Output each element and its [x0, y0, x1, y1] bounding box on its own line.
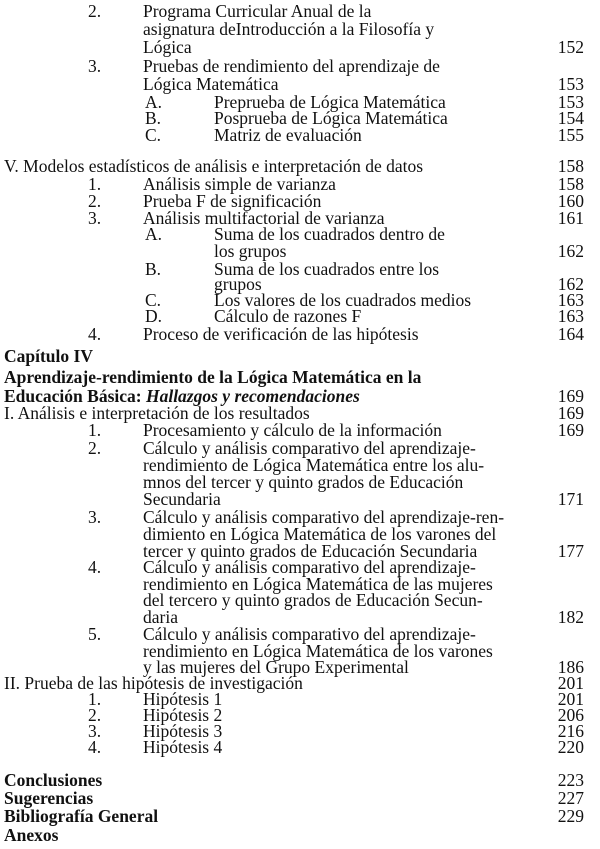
entry-title: Los valores de los cuadrados medios: [214, 290, 472, 310]
entry-number: 3.: [88, 507, 102, 527]
page-number: 160: [557, 191, 584, 211]
page-number: 182: [557, 607, 584, 627]
section-title: II. Prueba de las hipótesis de investigación: [4, 673, 303, 693]
entry-title: Prueba F de significación: [143, 191, 322, 211]
entry-letter: A.: [145, 92, 163, 112]
page-number: 227: [557, 788, 584, 808]
page-number: 223: [557, 770, 584, 790]
entry-title: Suma de los cuadrados entre los: [214, 259, 440, 279]
page-number: 162: [557, 241, 584, 261]
page-number: 201: [557, 673, 584, 693]
entry-title: Cálculo y análisis comparativo del aprendizaje-ren-: [143, 507, 505, 527]
entry-title: rendimiento de Lógica Matemática entre los alu-: [143, 455, 485, 475]
entry-title: Hipótesis 4: [143, 737, 223, 757]
entry-title: Procesamiento y cálculo de la información: [143, 420, 442, 440]
entry-number: 2.: [88, 1, 102, 21]
chapter-title-part: Educación Básica:: [4, 386, 142, 406]
page-number: 186: [557, 657, 584, 677]
entry-title: mnos del tercer y quinto grados de Educación: [143, 472, 464, 492]
chapter-heading: [0, 347, 600, 367]
entry-number: 3.: [88, 208, 102, 228]
page-number: 201: [557, 689, 584, 709]
entry-number: 2.: [88, 705, 102, 725]
page-number: 216: [557, 721, 584, 741]
entry-number: 4.: [88, 557, 102, 577]
entry-title: rendimiento en Lógica Matemática de los varones: [143, 641, 493, 661]
entry-title: Cálculo de razones F: [214, 306, 362, 326]
toc-entry: [0, 325, 600, 345]
entry-title: Preprueba de Lógica Matemática: [214, 92, 446, 112]
toc-entry-continuation: [0, 38, 600, 58]
entry-number: 2.: [88, 438, 102, 458]
toc-entry: [0, 738, 600, 758]
chapter-title-line: Aprendizaje-rendimiento de la Lógica Matemática en la: [4, 367, 422, 387]
page-number: 169: [557, 420, 584, 440]
entry-title: Proceso de verificación de las hipótesis: [143, 324, 419, 344]
entry-number: 1.: [88, 689, 102, 709]
section-title: V. Modelos estadísticos de análisis e interpretación de datos: [4, 156, 424, 176]
entry-number: 4.: [88, 324, 102, 344]
entry-title: dimiento en Lógica Matemática de los varones del: [143, 524, 497, 544]
entry-number: 3.: [88, 721, 102, 741]
chapter-subtitle: Hallazgos y recomendaciones: [145, 386, 360, 406]
entry-title: Análisis multifactorial de varianza: [143, 208, 385, 228]
entry-title: grupos: [214, 274, 262, 294]
page-number: 152: [557, 37, 584, 57]
back-matter-title: Conclusiones: [4, 770, 103, 790]
toc-entry: [0, 57, 600, 77]
entry-letter: B.: [145, 108, 162, 128]
page-number: 177: [557, 541, 584, 561]
entry-title: Secundaria: [143, 489, 221, 509]
entry-letter: A.: [145, 224, 163, 244]
entry-title: Hipótesis 1: [143, 689, 223, 709]
entry-title: Hipótesis 3: [143, 721, 223, 741]
back-matter-title: Anexos: [4, 825, 59, 845]
back-matter-title: Sugerencias: [4, 788, 94, 808]
entry-title: y las mujeres del Grupo Experimental: [143, 657, 409, 677]
entry-number: 1.: [88, 420, 102, 440]
page-number: 206: [557, 705, 584, 725]
page-number: 169: [557, 403, 584, 423]
entry-number: 4.: [88, 737, 102, 757]
entry-title: del tercero y quinto grados de Educación Secun-: [143, 590, 483, 610]
entry-title: Análisis simple de varianza: [143, 174, 336, 194]
entry-letter: C.: [145, 290, 162, 310]
entry-title: Cálculo y análisis comparativo del aprendizaje-: [143, 624, 476, 644]
page-number: 229: [557, 806, 584, 826]
entry-title: Hipótesis 2: [143, 705, 223, 725]
page-number: 158: [557, 156, 584, 176]
chapter-label: Capítulo IV: [4, 346, 93, 366]
page-number: 158: [557, 174, 584, 194]
page-number: 153: [557, 92, 584, 112]
entry-title: Matriz de evaluación: [214, 125, 362, 145]
back-matter-title: Bibliografía General: [4, 806, 159, 826]
page-number: 162: [557, 274, 584, 294]
page-number: 171: [557, 489, 584, 509]
page-number: 161: [557, 208, 584, 228]
page-number: 220: [557, 737, 584, 757]
entry-title: asignatura deIntroducción a la Filosofía y: [143, 19, 435, 39]
page-number: 164: [557, 324, 584, 344]
toc-entry: [0, 126, 600, 146]
entry-title: rendimiento en Lógica Matemática de las mujeres: [143, 574, 493, 594]
entry-title: Suma de los cuadrados dentro de: [214, 224, 445, 244]
entry-title: los grupos: [214, 241, 287, 261]
entry-title: Pruebas de rendimiento del aprendizaje de: [143, 56, 440, 76]
entry-title: Programa Curricular Anual de la: [143, 1, 372, 21]
page-number: 155: [557, 125, 584, 145]
entry-title: daria: [143, 607, 178, 627]
entry-number: 5.: [88, 624, 102, 644]
entry-title: tercer y quinto grados de Educación Secundaria: [143, 541, 478, 561]
entry-number: 1.: [88, 174, 102, 194]
page-number: 153: [557, 74, 584, 94]
section-title: I. Análisis e interpretación de los resultados: [4, 403, 310, 423]
entry-title: Lógica Matemática: [143, 74, 279, 94]
entry-title: Lógica: [143, 37, 192, 57]
entry-letter: C.: [145, 125, 162, 145]
chapter-title: [0, 368, 600, 388]
entry-title: Cálculo y análisis comparativo del aprendizaje-: [143, 438, 476, 458]
entry-letter: B.: [145, 259, 162, 279]
page-number: 163: [557, 306, 584, 326]
page-number: 154: [557, 108, 584, 128]
entry-title: Cálculo y análisis comparativo del aprendizaje-: [143, 557, 476, 577]
page-number: 163: [557, 290, 584, 310]
entry-number: 2.: [88, 191, 102, 211]
toc-back-matter: [0, 807, 600, 827]
entry-title: Posprueba de Lógica Matemática: [214, 108, 448, 128]
toc-back-matter: [0, 826, 600, 846]
entry-number: 3.: [88, 56, 102, 76]
toc-entry-continuation: [0, 20, 600, 40]
page-number: 169: [557, 386, 584, 406]
entry-letter: D.: [145, 306, 163, 326]
